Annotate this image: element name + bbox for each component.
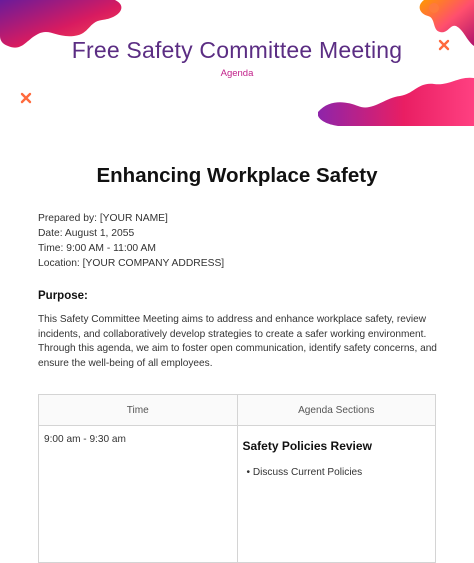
table-row [39,426,436,563]
right-wave-blob-decoration [318,76,474,126]
agenda-table [38,394,436,563]
section-title: Safety Policies Review [242,439,372,453]
agenda-section-cell [237,426,436,563]
close-x-icon-left [20,92,32,104]
page-subtitle: Agenda [220,68,254,79]
date-line: Date: August 1, 2055 [38,228,135,239]
location-line: Location: [YOUR COMPANY ADDRESS] [38,258,225,269]
purpose-paragraph: This Safety Committee Meeting aims to address and enhance workplace safety, review incidents, and collaboratively develop strategies to create a safer working environment. Through this agenda, we aim to foster open communication, identify safety concerns, and ensure the well-being of all employees. [38,314,437,369]
page-title: Free Safety Committee Meeting [71,37,403,63]
document-title: Enhancing Workplace Safety [96,164,378,187]
time-cell: 9:00 am - 9:30 am [39,426,238,563]
time-column-header: Time [39,395,238,426]
time-line: Time: 9:00 AM - 11:00 AM [38,243,156,254]
meeting-details [38,211,224,271]
purpose-heading: Purpose: [38,290,88,302]
agenda-sections-column-header: Agenda Sections [237,395,436,426]
prepared-by-line: Prepared by: [YOUR NAME] [38,213,168,224]
table-header-row [39,395,436,426]
section-bullet-item: • Discuss Current Policies [246,467,363,478]
